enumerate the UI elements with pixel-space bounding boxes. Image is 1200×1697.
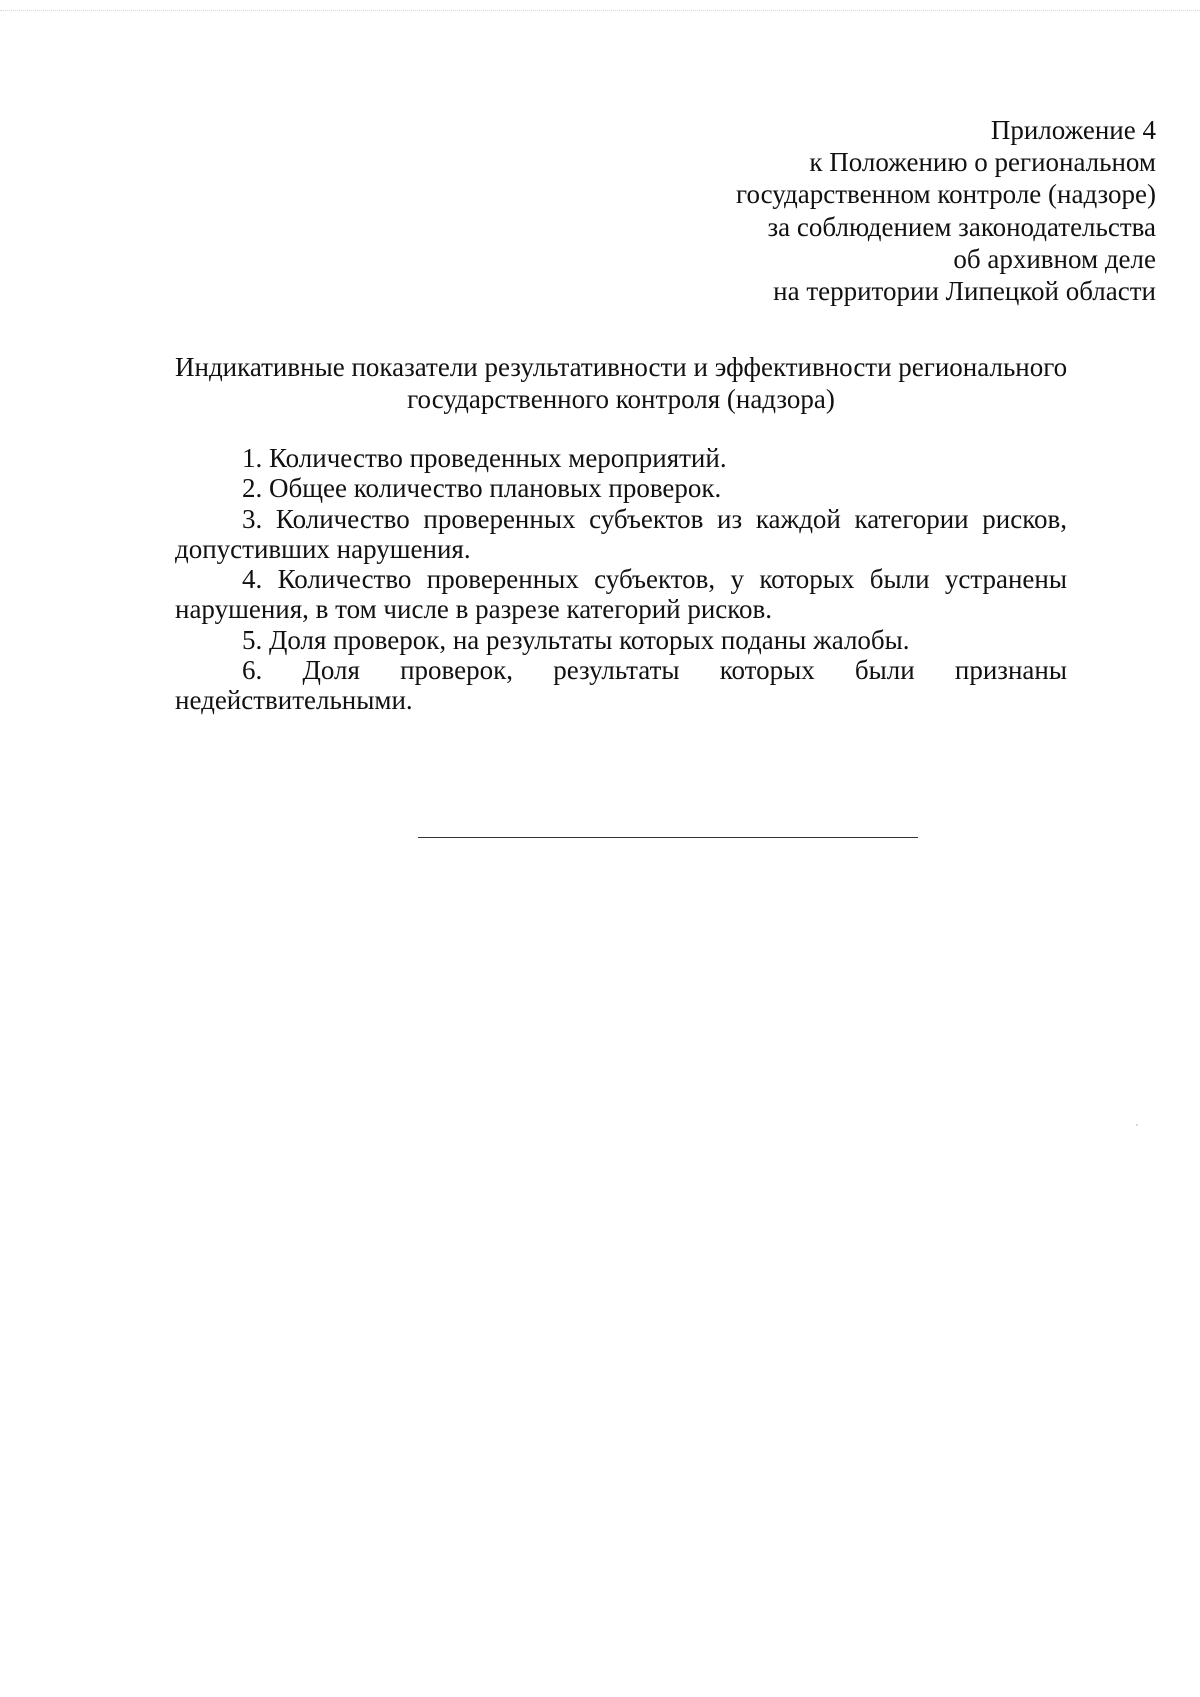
title-line-2: государственного контроля (надзора) bbox=[407, 384, 835, 414]
appendix-header bbox=[736, 114, 1156, 307]
item-text-continued: недействительными. bbox=[175, 685, 413, 716]
closing-rule bbox=[418, 837, 918, 838]
appendix-line: Приложение 4 bbox=[990, 115, 1156, 145]
title-line-1: Индикативные показатели результативности и эффективности регионального bbox=[175, 352, 1068, 382]
indicator-list bbox=[175, 443, 1067, 716]
list-item bbox=[175, 625, 1067, 655]
item-text: 1. Количество проведенных мероприятий. bbox=[242, 443, 727, 473]
item-text: 5. Доля проверок, на результаты которых поданы жалобы. bbox=[242, 624, 910, 655]
list-item bbox=[175, 443, 1067, 473]
appendix-line: государственном контроле (надзоре) bbox=[736, 179, 1156, 210]
list-item bbox=[175, 564, 1067, 625]
item-text: 4. Количество проверенных субъектов, у которых были устранены bbox=[242, 564, 1067, 595]
list-item bbox=[175, 504, 1067, 565]
list-item bbox=[175, 655, 1067, 716]
item-text: 6. Доля проверок, результаты которых были признаны bbox=[242, 655, 1067, 686]
appendix-line: за соблюдением законодательства bbox=[767, 211, 1156, 242]
item-text: 3. Количество проверенных субъектов из каждой категории рисков, bbox=[242, 503, 1067, 534]
appendix-line: на территории Липецкой области bbox=[773, 276, 1156, 307]
document-title bbox=[175, 351, 1067, 415]
item-text: 2. Общее количество плановых проверок. bbox=[242, 473, 722, 504]
scan-speck bbox=[1136, 1124, 1138, 1126]
appendix-line: к Положению о региональном bbox=[809, 147, 1156, 178]
item-text-continued: нарушения, в том числе в разрезе категорий рисков. bbox=[175, 594, 773, 625]
item-text-continued: допустивших нарушения. bbox=[175, 533, 471, 564]
scan-edge bbox=[0, 10, 1200, 11]
list-item bbox=[175, 473, 1067, 503]
appendix-line: об архивном деле bbox=[953, 243, 1156, 274]
